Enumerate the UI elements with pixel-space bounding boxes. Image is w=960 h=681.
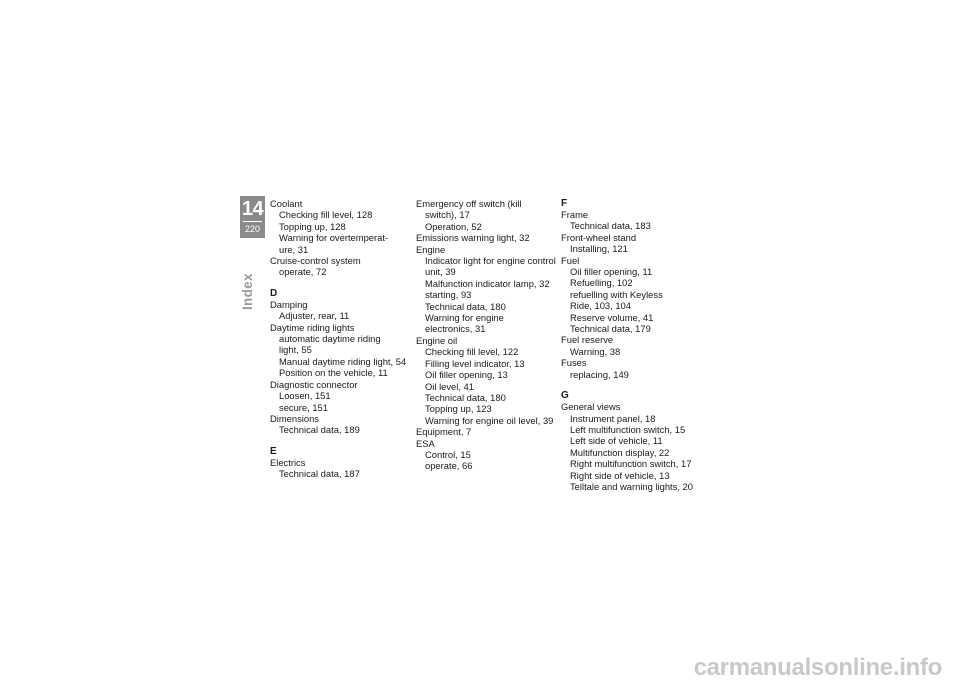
index-subentry: ure, 31 [279,243,309,255]
index-term: Equipment, 7 [416,426,472,438]
index-subentry: Operation, 52 [425,220,482,232]
index-subentry: Warning, 38 [570,345,621,357]
index-group [270,198,410,278]
index-subentry: Technical data, 187 [279,468,360,480]
watermark: carmanualsonline.info [693,653,942,681]
index-term: Daytime riding lights [270,321,355,333]
index-subentry: Checking fill level, 122 [425,346,519,358]
index-subentry: Oil filler opening, 11 [570,266,653,278]
index-subentry: Loosen, 151 [279,390,331,402]
index-term: Diagnostic connector [270,378,358,390]
index-subentry: replacing, 149 [570,368,629,380]
index-subentry: Installing, 121 [570,243,628,255]
index-subentry: Manual daytime riding light, 54 [279,355,407,367]
index-subentry: Topping up, 123 [425,403,492,415]
index-subentry: automatic daytime riding [279,333,381,345]
index-subentry: Right side of vehicle, 13 [570,469,670,481]
index-subentry: Oil level, 41 [425,380,474,392]
index-subentry: Oil filler opening, 13 [425,369,508,381]
index-letter-heading: F [561,198,568,209]
index-subentry: operate, 72 [279,266,327,278]
index-subentry: Reserve volume, 41 [570,311,654,323]
index-term: Front-wheel stand [561,231,637,243]
chapter-number: 14 [241,198,264,220]
index-subentry: Technical data, 180 [425,300,506,312]
index-column-2 [416,198,556,472]
index-subentry: Technical data, 180 [425,391,506,403]
index-subentry: Telltale and warning lights, 20 [570,480,693,492]
index-term: Emissions warning light, 32 [416,232,530,244]
index-column-3 [561,198,701,492]
index-term: Engine [416,243,446,255]
index-subentry: operate, 66 [425,460,473,472]
page-number: 220 [244,224,261,234]
index-subentry: Warning for engine oil level, 39 [425,414,554,426]
index-subentry: Adjuster, rear, 11 [279,310,350,322]
index-term: Fuel [561,254,580,266]
index-term: Dimensions [270,412,319,424]
index-group [561,390,701,492]
index-term: Frame [561,209,589,220]
index-subentry: Technical data, 189 [279,424,360,436]
index-letter-heading: G [561,390,569,402]
index-subentry: Refuelling, 102 [570,277,633,289]
index-term: General views [561,401,621,413]
index-subentry: Left multifunction switch, 15 [570,423,686,435]
index-group [416,198,556,472]
index-subentry: Ride, 103, 104 [570,300,631,312]
index-subentry: Malfunction indicator lamp, 32 [425,277,550,289]
index-group [270,288,410,436]
index-term: Fuses [561,357,587,369]
index-subentry: refuelling with Keyless [570,288,663,300]
index-term: Emergency off switch (kill [416,198,522,209]
index-subentry: electronics, 31 [425,323,486,335]
index-subentry: Left side of vehicle, 11 [570,435,663,447]
index-subentry: unit, 39 [425,266,456,278]
index-group [561,198,701,380]
index-column-1 [270,198,410,480]
index-subentry: Topping up, 128 [279,220,346,232]
index-group [270,446,410,480]
index-subentry: Instrument panel, 18 [570,412,656,424]
index-subentry: Multifunction display, 22 [570,446,670,458]
chapter-divider [243,221,262,222]
index-subentry: secure, 151 [279,401,328,413]
index-subentry: Filling level indicator, 13 [425,357,525,369]
index-term: Engine oil [416,334,458,346]
index-letter-heading: D [270,287,278,299]
index-subentry: Technical data, 179 [570,323,651,335]
index-subentry: switch), 17 [425,209,470,221]
index-subentry: Right multifunction switch, 17 [570,458,692,470]
index-term: Fuel reserve [561,334,614,346]
index-subentry: Technical data, 183 [570,220,651,232]
index-subentry: Indicator light for engine control [425,255,556,267]
index-subentry: Warning for overtemperat- [279,232,389,244]
index-term: Cruise-control system [270,255,361,267]
index-subentry: Warning for engine [425,312,504,324]
index-term: ESA [416,437,435,449]
index-subentry: Checking fill level, 128 [279,209,373,221]
index-subentry: Position on the vehicle, 11 [279,367,388,379]
chapter-marker [240,196,265,238]
index-term: Electrics [270,456,306,468]
index-term: Damping [270,298,308,310]
index-subentry: Control, 15 [425,448,471,460]
index-subentry: light, 55 [279,344,312,356]
index-term: Coolant [270,198,303,209]
index-subentry: starting, 93 [425,289,472,301]
index-letter-heading: E [270,445,277,457]
section-side-label: Index [240,273,255,310]
